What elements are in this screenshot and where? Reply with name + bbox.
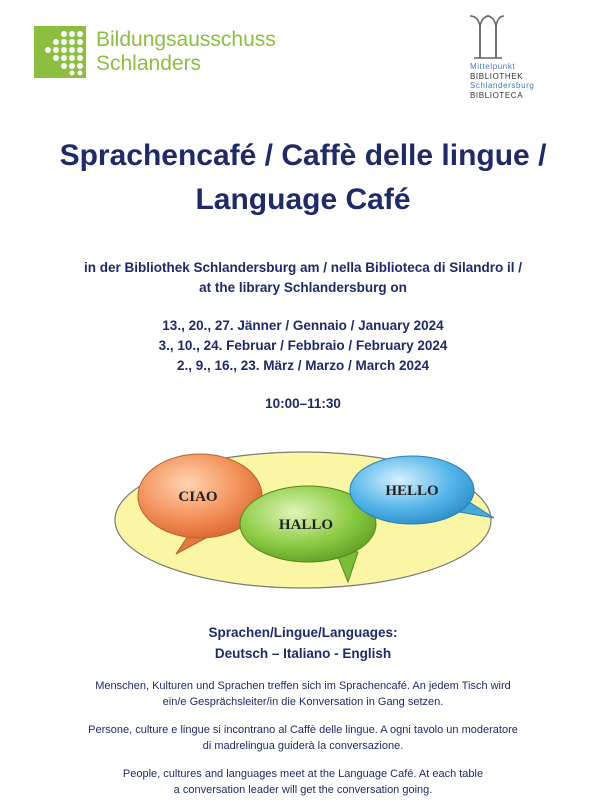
speech-bubbles-illustration [108,448,498,593]
page-title [0,134,606,222]
paragraph-italian [0,722,606,754]
paragraph-italian-line2: di madrelingua guiderà la conversazione. [202,740,404,752]
languages-section [0,622,606,664]
venue-line2: at the library Schlandersburg on [199,280,407,295]
date-line-january: 13., 20., 27. Jänner / Gennaio / January 2024 [162,318,444,333]
languages-heading: Sprachen/Lingue/Languages: [208,625,398,640]
bubble-hallo-label: HALLO [278,517,334,533]
library-name [470,62,534,100]
languages-list: Deutsch – Italiano - English [214,646,392,661]
time-text [0,394,606,414]
paragraph-italian-line1: Persone, culture e lingue si incontrano al Caffè delle lingue. A ogni tavolo un moderatore [88,724,518,736]
paragraph-english [0,766,606,798]
date-line-march: 2., 9., 16., 23. März / Marzo / March 2024 [176,358,430,373]
library-logo [468,14,578,98]
time-value: 10:00–11:30 [265,396,341,411]
date-line-february: 3., 10., 24. Februar / Febbraio / February 2024 [158,338,448,353]
library-line-4: BIBLIOTECA [470,90,524,100]
paragraph-german [0,678,606,710]
paragraph-german-line2: ein/e Gesprächsleiter/in die Konversation in Gang setzen. [162,696,444,708]
org-name [96,28,276,76]
dates-list [0,316,606,376]
org-name-line1: Bildungsausschuss [96,28,276,51]
bildungsausschuss-logo [34,26,284,82]
venue-line1: in der Bibliothek Schlandersburg am / nella Biblioteca di Silandro il / [83,260,523,275]
logo-dot-grid-icon [34,26,86,78]
arch-column-icon [468,14,506,60]
venue-text [0,258,606,298]
bubble-hello-label: HELLO [385,483,439,499]
paragraph-english-line2: a conversation leader will get the conversation going. [173,784,433,796]
library-line-1: Mittelpunkt [470,62,516,71]
library-line-2: BIBLIOTHEK [470,71,524,81]
paragraph-english-line1: People, cultures and languages meet at the Language Café. At each table [122,768,484,780]
title-line2: Language Café [195,183,411,216]
library-line-3: Schlandersburg [470,81,535,90]
title-line1: Sprachencafé / Caffè delle lingue / [59,139,547,172]
org-name-line2: Schlanders [96,52,202,75]
paragraph-german-line1: Menschen, Kulturen und Sprachen treffen sich im Sprachencafé. An jedem Tisch wird [95,680,511,692]
bubble-hello [350,456,494,524]
bubble-ciao-label: CIAO [178,489,218,505]
